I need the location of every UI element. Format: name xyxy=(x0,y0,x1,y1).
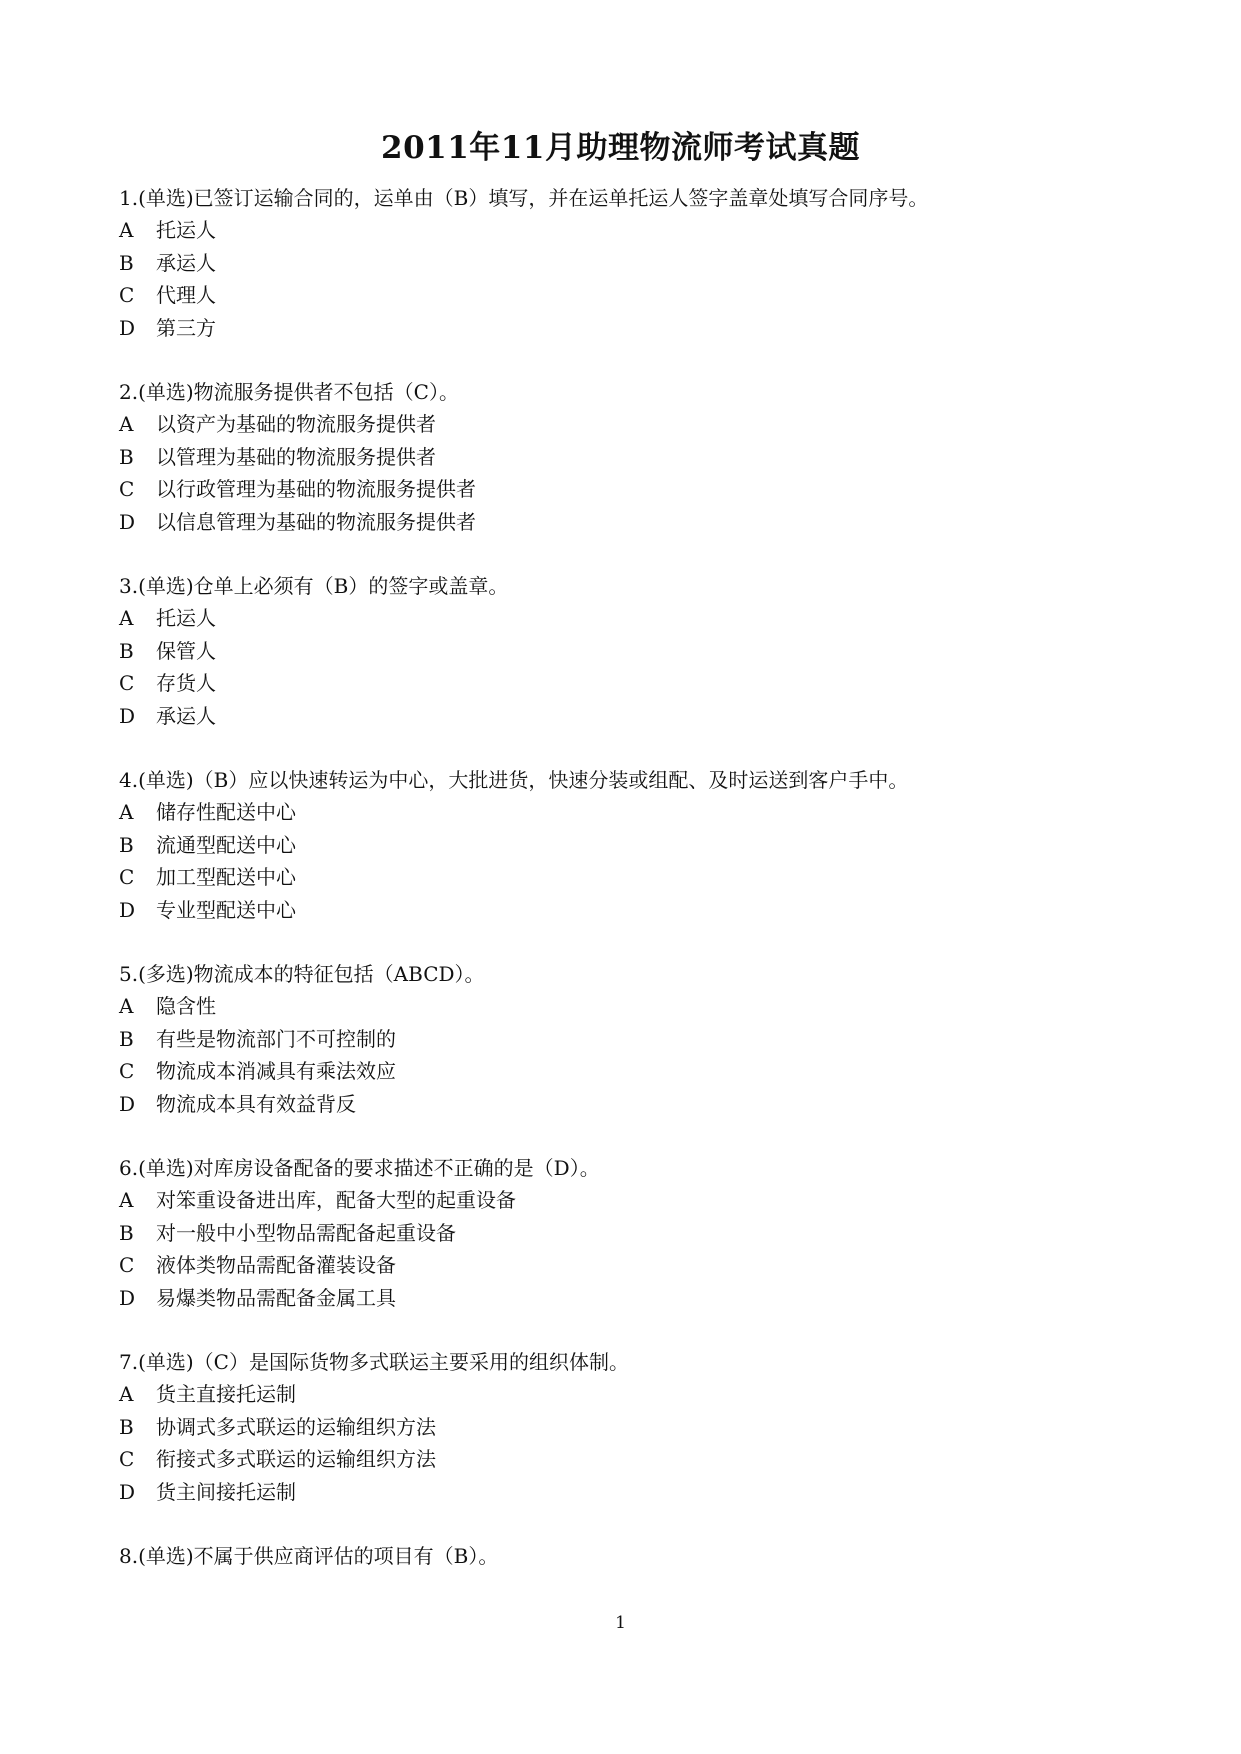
option-text: 货主直接托运制 xyxy=(156,1382,296,1406)
question-text: 4.(单选)（B）应以快速转运为中心，大批进货，快速分装或组配、及时运送到客户手中。 xyxy=(119,768,909,792)
option-c xyxy=(119,861,1169,894)
option-letter: A xyxy=(119,800,134,824)
option-d xyxy=(119,1088,1169,1121)
option-text: 储存性配送中心 xyxy=(156,800,296,824)
option-text: 物流成本具有效益背反 xyxy=(156,1091,356,1116)
option-c xyxy=(119,473,1169,506)
option-b xyxy=(119,1217,1169,1250)
option-letter: B xyxy=(119,250,134,275)
option-text: 承运人 xyxy=(156,250,216,275)
option-text: 隐含性 xyxy=(156,994,216,1018)
option-d xyxy=(119,894,1169,927)
question-text: 6.(单选)对库房设备配备的要求描述不正确的是（D）。 xyxy=(119,1156,600,1180)
option-d xyxy=(119,1476,1169,1509)
option-letter: B xyxy=(119,1026,134,1051)
option-letter: D xyxy=(119,509,136,534)
option-text: 存货人 xyxy=(156,671,216,695)
option-c xyxy=(119,279,1169,312)
option-letter: D xyxy=(119,1479,136,1504)
option-d xyxy=(119,1282,1169,1315)
option-text: 托运人 xyxy=(156,218,216,242)
option-text: 流通型配送中心 xyxy=(156,832,296,857)
option-letter: B xyxy=(119,832,134,857)
question-2 xyxy=(119,376,1169,538)
question-text: 5.(多选)物流成本的特征包括（ABCD）。 xyxy=(119,962,485,986)
option-letter: C xyxy=(119,865,135,889)
option-letter: A xyxy=(119,994,134,1018)
question-1 xyxy=(119,182,1169,344)
option-letter: B xyxy=(119,1414,134,1439)
option-letter: B xyxy=(119,638,134,663)
question-7 xyxy=(119,1346,1169,1508)
option-text: 以资产为基础的物流服务提供者 xyxy=(156,412,436,436)
option-text: 有些是物流部门不可控制的 xyxy=(156,1026,396,1051)
option-b xyxy=(119,441,1169,474)
option-letter: C xyxy=(119,283,135,307)
option-text: 液体类物品需配备灌装设备 xyxy=(156,1253,396,1277)
option-b xyxy=(119,1023,1169,1056)
option-d xyxy=(119,506,1169,539)
option-c xyxy=(119,1249,1169,1282)
option-text: 承运人 xyxy=(156,703,216,728)
option-letter: C xyxy=(119,1447,135,1471)
option-letter: A xyxy=(119,606,134,630)
option-a xyxy=(119,1378,1169,1411)
option-text: 协调式多式联运的运输组织方法 xyxy=(156,1414,436,1439)
option-letter: D xyxy=(119,703,136,728)
option-letter: D xyxy=(119,315,136,340)
question-text: 1.(单选)已签订运输合同的，运单由（B）填写，并在运单托运人签字盖章处填写合同序号。 xyxy=(119,186,929,210)
page-title: 2011年11月助理物流师考试真题 xyxy=(381,130,860,166)
question-5 xyxy=(119,958,1169,1120)
option-text: 以行政管理为基础的物流服务提供者 xyxy=(156,477,476,501)
page-number: 1 xyxy=(615,1613,626,1633)
option-text: 货主间接托运制 xyxy=(156,1479,296,1504)
question-6 xyxy=(119,1152,1169,1314)
option-b xyxy=(119,635,1169,668)
question-text: 8.(单选)不属于供应商评估的项目有（B）。 xyxy=(119,1544,499,1568)
option-letter: A xyxy=(119,1188,134,1212)
option-text: 以管理为基础的物流服务提供者 xyxy=(156,444,436,469)
option-text: 物流成本消减具有乘法效应 xyxy=(156,1059,396,1083)
question-text: 3.(单选)仓单上必须有（B）的签字或盖章。 xyxy=(119,574,509,598)
option-letter: D xyxy=(119,1091,136,1116)
option-b xyxy=(119,829,1169,862)
option-a xyxy=(119,1184,1169,1217)
question-8 xyxy=(119,1540,1169,1572)
option-c xyxy=(119,667,1169,700)
option-text: 第三方 xyxy=(156,315,216,340)
option-letter: D xyxy=(119,897,136,922)
option-text: 易爆类物品需配备金属工具 xyxy=(156,1285,396,1310)
option-a xyxy=(119,990,1169,1023)
option-text: 代理人 xyxy=(156,283,216,307)
option-text: 托运人 xyxy=(156,606,216,630)
question-4 xyxy=(119,764,1169,926)
option-letter: B xyxy=(119,444,134,469)
option-text: 保管人 xyxy=(156,638,216,663)
option-letter: C xyxy=(119,477,135,501)
option-letter: C xyxy=(119,1059,135,1083)
option-d xyxy=(119,700,1169,733)
option-text: 衔接式多式联运的运输组织方法 xyxy=(156,1447,436,1471)
option-letter: A xyxy=(119,1382,134,1406)
option-text: 对笨重设备进出库，配备大型的起重设备 xyxy=(156,1188,516,1212)
option-a xyxy=(119,214,1169,247)
option-letter: B xyxy=(119,1220,134,1245)
option-text: 加工型配送中心 xyxy=(156,865,296,889)
option-c xyxy=(119,1443,1169,1476)
option-b xyxy=(119,1411,1169,1444)
question-text: 7.(单选)（C）是国际货物多式联运主要采用的组织体制。 xyxy=(119,1350,629,1374)
option-letter: D xyxy=(119,1285,136,1310)
option-a xyxy=(119,408,1169,441)
option-letter: C xyxy=(119,1253,135,1277)
option-b xyxy=(119,247,1169,280)
option-text: 专业型配送中心 xyxy=(156,897,296,922)
question-text: 2.(单选)物流服务提供者不包括（C）。 xyxy=(119,380,459,404)
option-d xyxy=(119,312,1169,345)
option-c xyxy=(119,1055,1169,1088)
option-text: 对一般中小型物品需配备起重设备 xyxy=(156,1220,456,1245)
option-letter: A xyxy=(119,412,134,436)
option-a xyxy=(119,602,1169,635)
question-3 xyxy=(119,570,1169,732)
option-text: 以信息管理为基础的物流服务提供者 xyxy=(156,509,476,534)
option-letter: A xyxy=(119,218,134,242)
option-letter: C xyxy=(119,671,135,695)
option-a xyxy=(119,796,1169,829)
